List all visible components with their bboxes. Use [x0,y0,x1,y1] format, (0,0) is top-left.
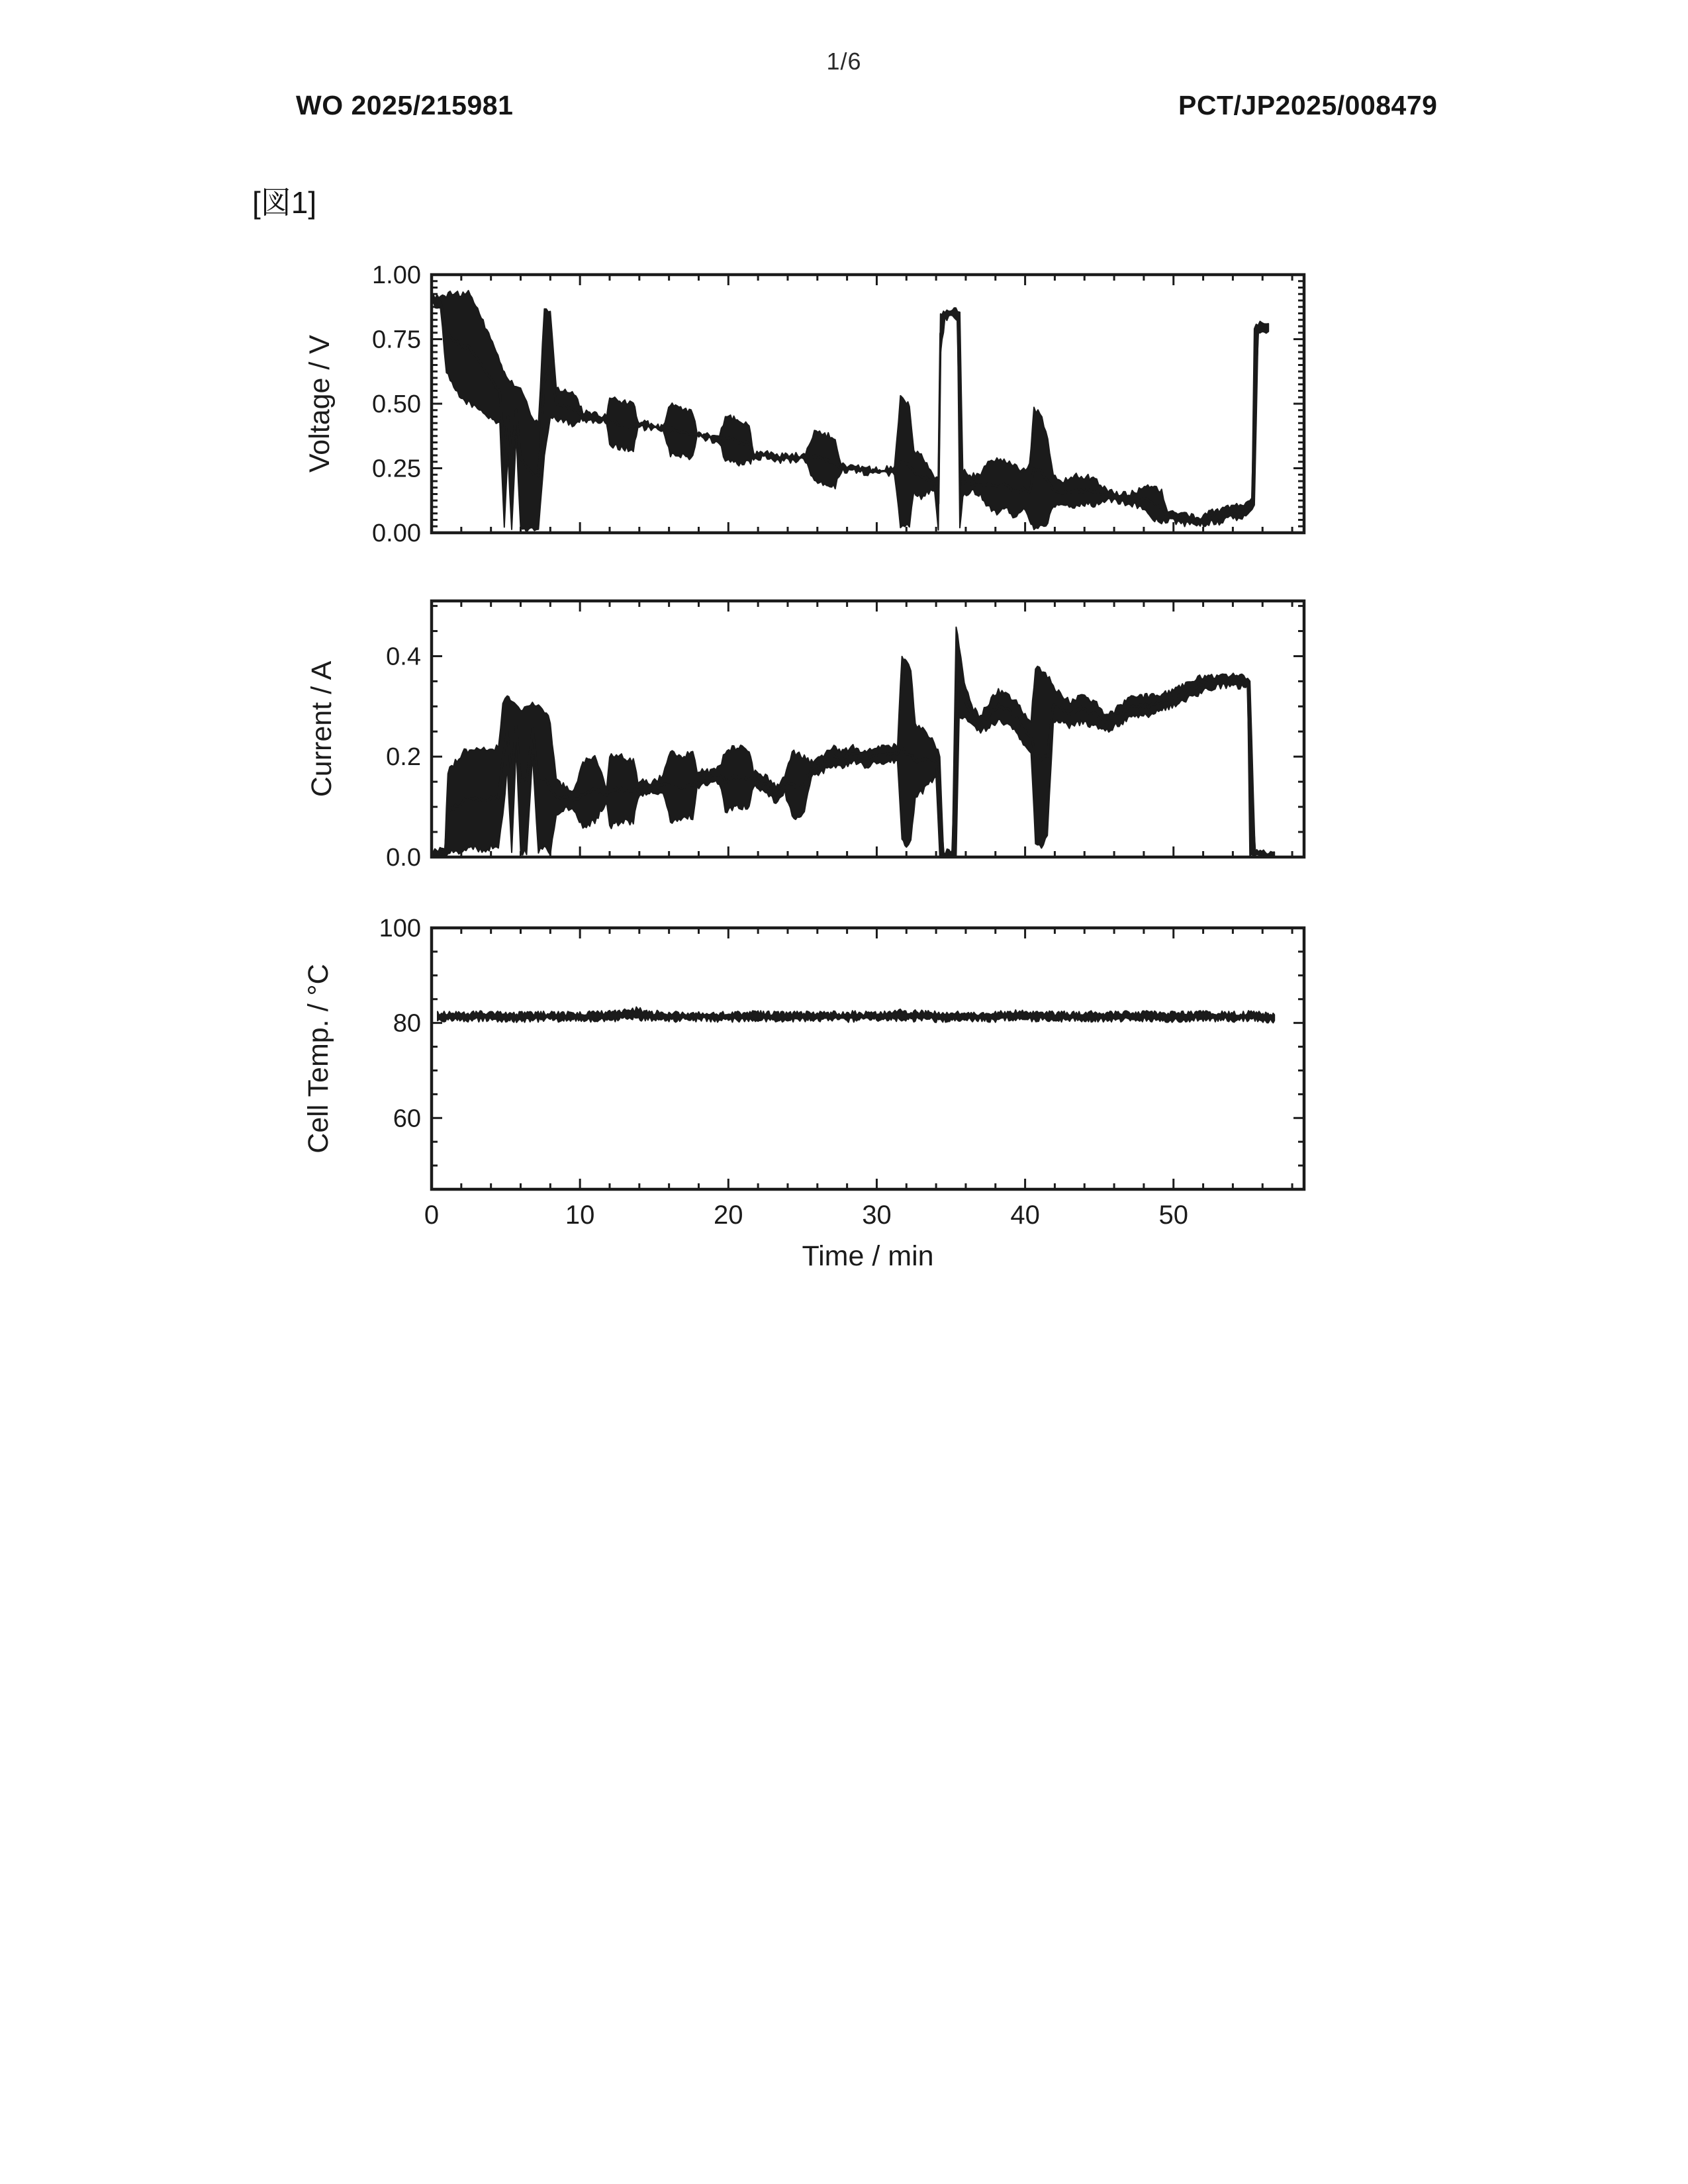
chart-voltage [304,261,1304,547]
y-axis-title: Voltage / V [304,335,336,473]
y-tick-label: 0.0 [386,844,421,872]
axis-ticks [432,928,1304,1189]
application-number: PCT/JP2025/008479 [1178,90,1438,120]
y-axis-title: Current / A [306,660,338,797]
publication-number: WO 2025/215981 [296,90,514,120]
y-tick-label: 0.25 [372,455,421,483]
axis-ticks [432,601,1304,857]
figure-label: [図1] [252,185,317,220]
y-tick-label: 0.2 [386,743,421,772]
y-tick-label: 0.75 [372,326,421,354]
x-tick-label: 50 [1158,1201,1188,1230]
y-axis-title: Cell Temp. / °C [303,964,334,1154]
y-tick-label: 100 [379,915,421,942]
x-tick-label: 20 [714,1201,743,1230]
sheet-number: 1/6 [826,48,862,75]
x-tick-label: 40 [1010,1201,1040,1230]
x-tick-label: 30 [862,1201,892,1230]
voltage-trace [432,291,1268,532]
current-trace [432,627,1274,857]
y-tick-label: 0.4 [386,643,421,671]
y-tick-label: 0.00 [372,520,421,547]
current-trace-midline [432,679,1274,854]
axes-frame [432,928,1304,1189]
chart-current [306,601,1304,872]
y-tick-label: 1.00 [372,261,421,289]
chart-cell-temperature [303,915,1304,1272]
y-tick-label: 80 [393,1009,421,1038]
x-tick-label: 0 [424,1201,440,1230]
y-tick-label: 60 [393,1105,421,1133]
x-tick-label: 10 [565,1201,595,1230]
axes-frame [432,601,1304,857]
x-axis-title: Time / min [802,1240,934,1272]
y-tick-label: 0.50 [372,390,421,418]
